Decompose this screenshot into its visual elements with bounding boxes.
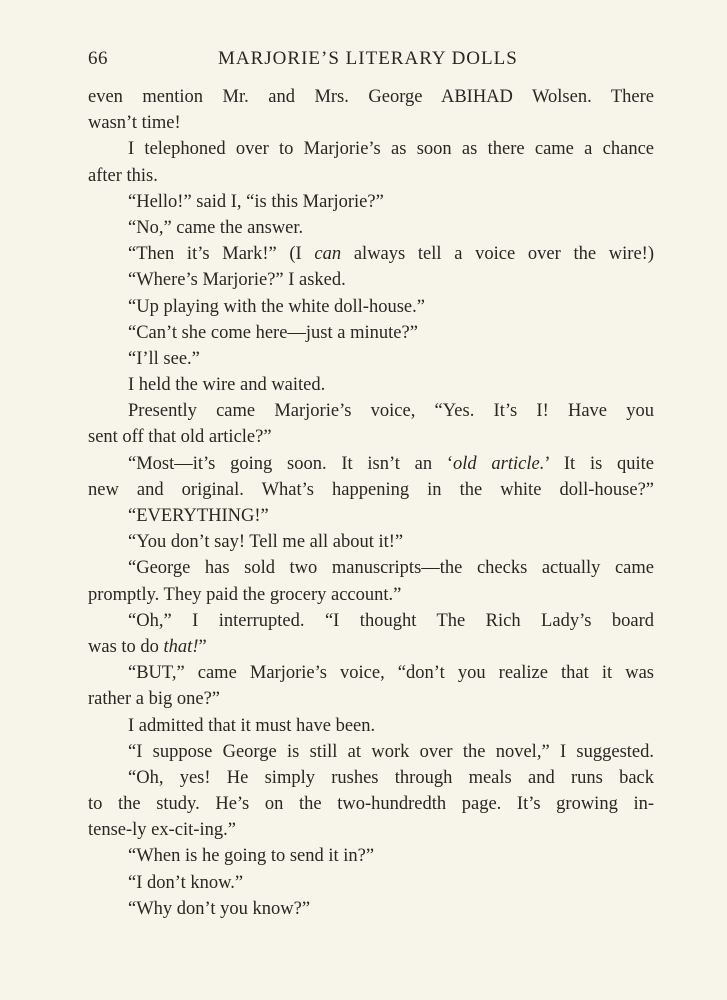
text-line: Presently came Marjorie’s voice, “Yes. It’s I! Have you — [128, 401, 654, 422]
text-segment: “Most—it’s going soon. It isn’t an ‘ — [128, 453, 454, 474]
text-line: “Oh, yes! He simply rushes through meals and runs back — [128, 767, 654, 788]
text-segment: always tell a voice over the wire!) — [341, 244, 654, 265]
text-segment: ” — [198, 636, 207, 657]
text-line: I held the wire and waited. — [128, 375, 326, 396]
text-line: “Oh,” I interrupted. “I thought The Rich Lady’s board — [128, 610, 654, 631]
text-line: “Where’s Marjorie?” I asked. — [128, 270, 346, 291]
running-title: MARJORIE’S LITERARY DOLLS — [218, 48, 518, 69]
text-line: new and original. What’s happening in the white doll-house?” — [88, 479, 654, 500]
text-line: to the study. He’s on the two-hundredth page. It’s growing in- — [88, 794, 654, 815]
text-line: “I’ll see.” — [128, 348, 200, 369]
text-line: sent off that old article?” — [88, 427, 272, 448]
text-line: “George has sold two manuscripts—the checks actually came — [128, 558, 654, 579]
text-line — [88, 451, 654, 477]
italic-text: old article. — [453, 453, 545, 474]
text-line: after this. — [88, 165, 158, 186]
text-line: “BUT,” came Marjorie’s voice, “don’t you realize that it was — [128, 663, 654, 684]
text-segment: ’ It is quite — [544, 453, 654, 474]
text-line: even mention Mr. and Mrs. George ABIHAD Wolsen. There — [88, 87, 654, 107]
text-line: “When is he going to send it in?” — [128, 846, 375, 867]
italic-text: can — [314, 244, 342, 265]
text-line: “I don’t know.” — [128, 872, 244, 893]
text-segment: was to do — [88, 636, 164, 657]
body-text — [88, 84, 654, 922]
text-line: rather a big one?” — [88, 689, 220, 710]
text-line: “No,” came the answer. — [128, 217, 304, 238]
text-line — [88, 634, 654, 660]
text-segment: “Then it’s Mark!” (I — [128, 244, 315, 265]
text-line: “Why don’t you know?” — [128, 898, 311, 919]
page-number: 66 — [88, 48, 108, 69]
text-line: wasn’t time! — [88, 113, 181, 134]
text-line: “Up playing with the white doll-house.” — [128, 296, 425, 317]
text-line — [88, 241, 654, 267]
text-line: promptly. They paid the grocery account.” — [88, 584, 402, 605]
text-line: I telephoned over to Marjorie’s as soon as there came a chance — [128, 139, 654, 160]
text-line: tense-ly ex-cit-ing.” — [88, 820, 236, 841]
page-header — [88, 48, 648, 76]
text-line: “Can’t she come here—just a minute?” — [128, 322, 418, 343]
text-line: “Hello!” said I, “is this Marjorie?” — [128, 191, 384, 212]
text-line: “I suppose George is still at work over the novel,” I suggested. — [128, 741, 654, 762]
text-line: “You don’t say! Tell me all about it!” — [128, 532, 404, 553]
text-line: I admitted that it must have been. — [128, 715, 376, 736]
italic-text: that! — [163, 636, 199, 657]
text-line: “EVERYTHING!” — [128, 506, 269, 526]
